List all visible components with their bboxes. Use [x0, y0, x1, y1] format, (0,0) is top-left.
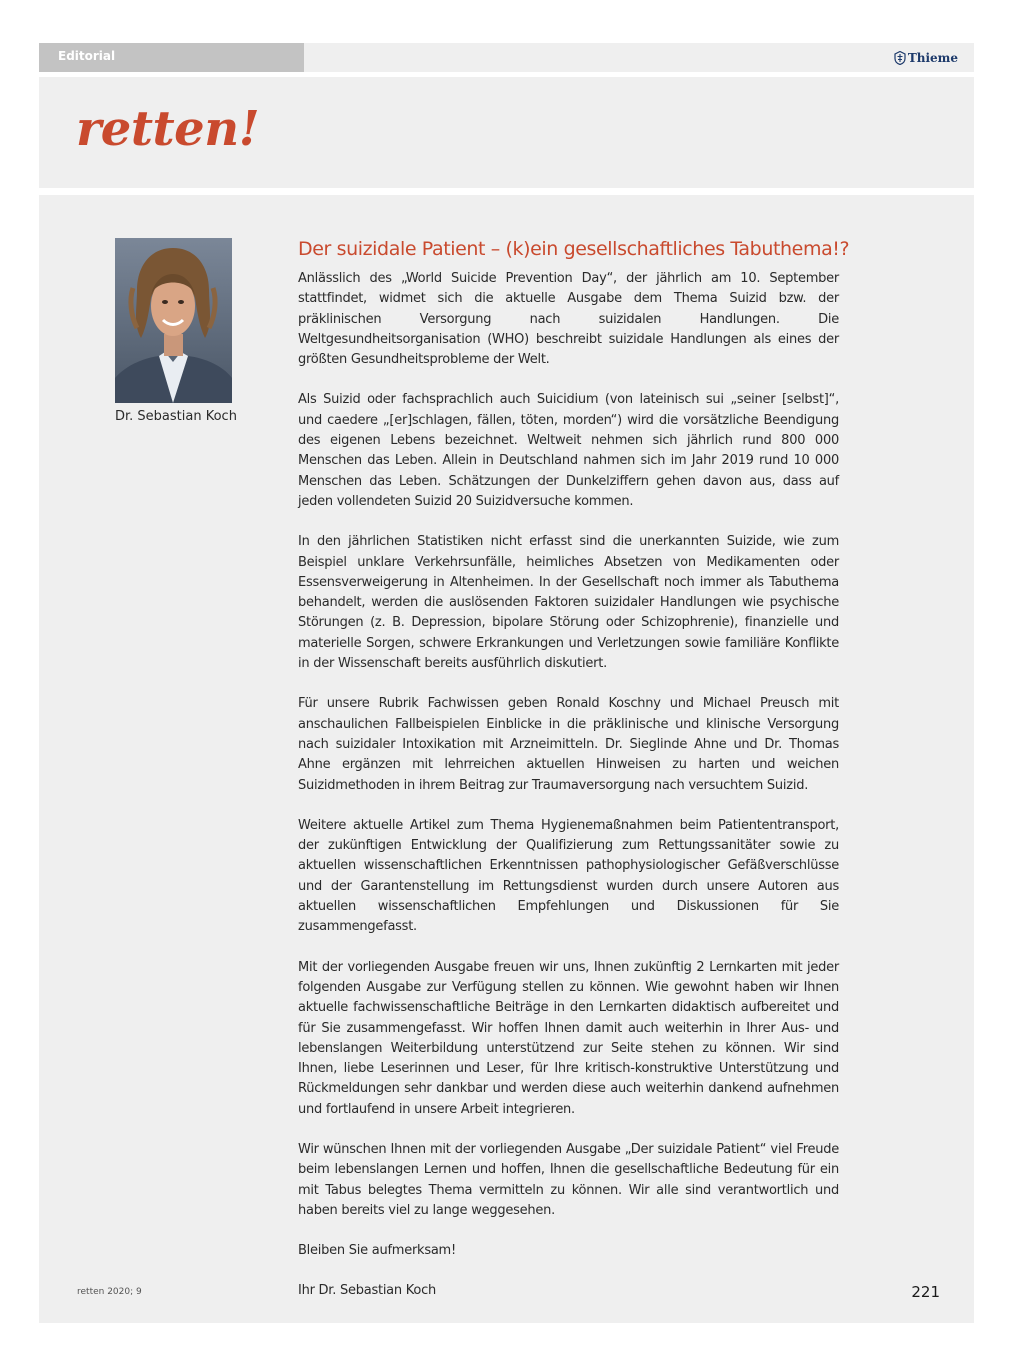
article-paragraph: Für unsere Rubrik Fachwissen geben Ronald Koschny und Michael Preusch mit anschaulichen Fallbeispielen Einblicke in die präklinische und klinische Versorgung nach suizidaler Intoxikation mit Arzneimitteln. Dr. Sieglinde Ahne und Dr. Thomas Ahne ergänzen mit lehrreichen aktuellen Hinweisen zu harten und weichen Suizidmethoden in ihrem Beitrag zur Traumaversorgung nach versuchtem Suizid. — [298, 696, 839, 793]
author-photo — [115, 238, 232, 403]
journal-header — [39, 77, 974, 188]
section-header-bar — [39, 43, 974, 72]
article-paragraph: Mit der vorliegenden Ausgabe freuen wir uns, Ihnen zukünftig 2 Lernkarten mit jeder folgenden Ausgabe zur Verfügung stellen zu können. Wie gewohnt haben wir Ihnen aktuelle fachwissenschaftliche Beiträge in den Lernkarten didaktisch aufbereitet und für Sie zusammengefasst. Wir hoffen Ihnen damit auch weiterhin in Ihrer Aus- und lebenslangen Weiterbildung unterstützend zur Seite stehen zu können. Wir sind Ihnen, liebe Leserinnen und Leser, für Ihre kritisch-konstruktive Unterstützung und Rückmeldungen sehr dankbar und werden diese auch weiterhin dankend aufnehmen und fortlaufend in unsere Arbeit integrieren. — [298, 959, 839, 1117]
publisher-logo[interactable] — [894, 49, 958, 67]
article-paragraph: Weitere aktuelle Artikel zum Thema Hygienemaßnahmen beim Patiententransport, der zukünftigen Entwicklung der Qualifizierung zum Rettungssanitäter sowie zu aktuellen wissenschaftlichen Erkenntnissen pathophysiologischer Gefäßverschlüsse und der Garantenstellung im Rettungsdienst wurden durch unsere Autoren aus aktuellen wissenschaftlichen Empfehlungen und Diskussionen für Sie zusammengefasst. — [298, 817, 839, 935]
thieme-logo-icon — [894, 51, 906, 65]
author-caption: Dr. Sebastian Koch — [115, 409, 237, 424]
article-paragraph: Als Suizid oder fachsprachlich auch Suicidium (von lateinisch sui „seiner [selbst]“, und caedere „[er]schlagen, fällen, töten, morden“) wird die vorsätzliche Beendigung des eigenen Lebens bezeichnet. Weltweit nehmen sich jährlich rund 800 000 Menschen das Leben. Allein in Deutschland nahmen sich im Jahr 2019 rund 10 000 Menschen das Leben. Schätzungen der Dunkelziffern gehen davon aus, dass auf jeden vollendeten Suizid 20 Suizidversuche kommen. — [298, 392, 839, 509]
article-paragraph: Anlässlich des „World Suicide Prevention Day“, der jährlich am 10. September stattfindet, widmet sich die aktuelle Ausgabe dem Thema Suizid bzw. der präklinischen Versorgung nach suizidalen Handlungen. Die Weltgesundheitsorganisation (WHO) beschreibt suizidale Handlungen als eines der größten Gesundheitsprobleme der Welt. — [298, 271, 839, 368]
article-paragraph: In den jährlichen Statistiken nicht erfasst sind die unerkannten Suizide, wie zum Beispiel unklare Verkehrsunfälle, heimliches Absetzen von Medikamenten oder Essensverweigerung in Altenheimen. In der Gesellschaft noch immer als Tabuthema behandelt, werden die auslösenden Faktoren suizidaler Handlungen wie psychische Störungen (z. B. Depression, bipolare Störung oder Schizophrenie), finanzielle und materielle Sorgen, schwere Erkrankungen und Verletzungen sowie familiäre Konflikte in der Wissenschaft bereits ausführlich diskutiert. — [298, 534, 839, 672]
journal-title: retten! — [76, 101, 260, 157]
editorial-article — [298, 235, 850, 1322]
article-signature: Ihr Dr. Sebastian Koch — [298, 1283, 436, 1299]
publisher-name: Thieme — [907, 51, 958, 65]
article-closing: Bleiben Sie aufmerksam! — [298, 1243, 456, 1259]
content-panel — [39, 195, 974, 1323]
article-paragraph: Wir wünschen Ihnen mit der vorliegenden Ausgabe „Der suizidale Patient“ viel Freude beim lebenslangen Lernen und hoffen, Ihnen die gesellschaftliche Bedeutung für ein mit Tabus belegtes Thema vermitteln zu können. Wir alle sind verantwortlich und haben bereits viel zu lange weggesehen. — [298, 1141, 839, 1218]
article-heading: Der suizidale Patient – (k)ein gesellschaftliches Tabuthema!? — [298, 238, 850, 260]
author-portrait-image — [115, 238, 232, 403]
page-number: 221 — [911, 1283, 940, 1301]
section-label: Editorial — [39, 43, 304, 72]
journal-citation: retten 2020; 9 — [77, 1287, 142, 1297]
